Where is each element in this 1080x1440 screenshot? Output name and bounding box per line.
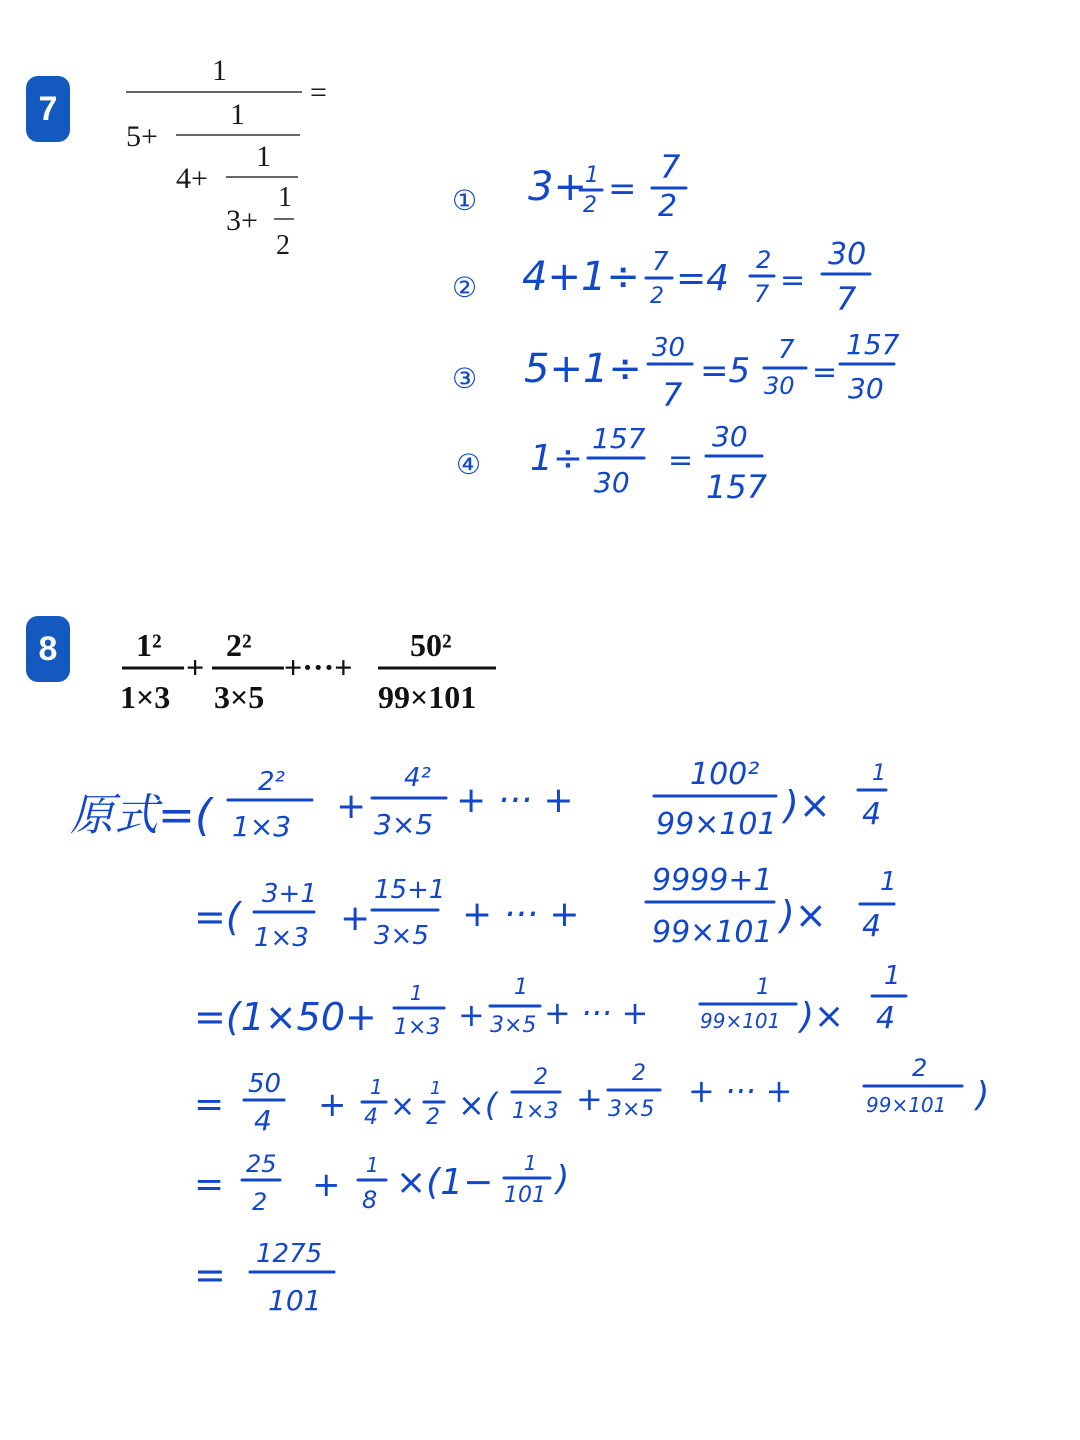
l1-tail: )× bbox=[784, 783, 831, 827]
ellipsis-plus: +···+ bbox=[284, 649, 353, 685]
l4-c-den: 2 bbox=[426, 1105, 440, 1130]
l3-b-den: 3×5 bbox=[490, 1013, 537, 1038]
step-3-result-num: 157 bbox=[846, 328, 900, 361]
term-2-numerator: 2² bbox=[226, 627, 252, 663]
l5-lead: = bbox=[194, 1164, 225, 1205]
l4-f-num: 2 bbox=[912, 1054, 928, 1082]
step-2-frac-den: 2 bbox=[650, 284, 664, 309]
l3-plus: + bbox=[458, 996, 485, 1034]
step-3-frac-num: 30 bbox=[652, 333, 686, 363]
step-4-equals: = bbox=[668, 443, 694, 478]
step-marker-1: ① bbox=[452, 184, 478, 217]
step-1-frac-den: 2 bbox=[583, 193, 597, 218]
problem-7-step-3 bbox=[452, 328, 900, 414]
l2-a-den: 1×3 bbox=[254, 923, 309, 953]
term-3-numerator: 50² bbox=[410, 627, 452, 663]
cf-numerator-4: 1 bbox=[278, 182, 292, 213]
l3-k-num: 1 bbox=[884, 961, 901, 991]
step-2-result-den: 7 bbox=[836, 280, 857, 318]
l2-k-num: 1 bbox=[880, 867, 897, 897]
problem-8-number: 8 bbox=[38, 629, 58, 668]
l2-c-num: 9999+1 bbox=[652, 863, 773, 898]
step-2-mixed-den: 7 bbox=[754, 280, 770, 308]
l6-a-num: 1275 bbox=[256, 1239, 323, 1269]
cf-numerator-3: 1 bbox=[256, 140, 271, 173]
problem-7-step-4 bbox=[456, 420, 768, 506]
step-marker-2: ② bbox=[452, 271, 478, 304]
step-4-frac-den: 30 bbox=[594, 466, 630, 499]
l4-a-num: 50 bbox=[248, 1069, 282, 1099]
l1-ellipsis: + ··· + bbox=[456, 780, 574, 821]
step-marker-4: ④ bbox=[456, 448, 482, 481]
problem-7-number: 7 bbox=[38, 89, 58, 128]
problem-7-step-1 bbox=[452, 148, 686, 224]
term-1-numerator: 1² bbox=[136, 627, 162, 663]
solution-line-3 bbox=[194, 961, 906, 1040]
l1-k-den: 4 bbox=[862, 797, 882, 832]
l6-a-den: 101 bbox=[268, 1284, 322, 1317]
l4-plus-2: + bbox=[576, 1080, 603, 1118]
cf-equals: = bbox=[310, 76, 327, 109]
l3-a-den: 1×3 bbox=[394, 1015, 441, 1040]
l5-mid: ×(1− bbox=[396, 1162, 494, 1203]
step-3-mixed-den: 30 bbox=[764, 372, 795, 400]
step-3-result-den: 30 bbox=[848, 372, 884, 405]
step-2-mixed-whole: =4 bbox=[676, 258, 730, 299]
l4-b-num: 1 bbox=[370, 1075, 383, 1099]
solution-line-5 bbox=[194, 1150, 569, 1216]
l2-k-den: 4 bbox=[862, 909, 882, 944]
l6-lead: = bbox=[194, 1253, 226, 1297]
step-2-mixed-num: 2 bbox=[756, 246, 772, 274]
cf-four-plus: 4+ bbox=[176, 162, 208, 195]
l1-b-num: 4² bbox=[404, 763, 431, 793]
l5-c-num: 1 bbox=[524, 1151, 537, 1175]
step-2-equals: = bbox=[780, 263, 806, 298]
l1-b-den: 3×5 bbox=[374, 808, 434, 841]
l3-k-den: 4 bbox=[876, 1001, 896, 1036]
l1-c-den: 99×101 bbox=[656, 807, 777, 842]
cf-denominator-2: 2 bbox=[276, 230, 290, 261]
solution-line-4 bbox=[194, 1054, 989, 1137]
l4-a-den: 4 bbox=[254, 1104, 272, 1137]
term-1-denominator: 1×3 bbox=[120, 679, 171, 715]
step-1-equals: = bbox=[608, 169, 637, 209]
l4-lead: = bbox=[194, 1084, 225, 1125]
step-4-expression: 1÷ bbox=[530, 438, 584, 479]
l2-c-den: 99×101 bbox=[652, 915, 773, 950]
l1-plus: + bbox=[336, 786, 367, 827]
l3-lead: =(1×50+ bbox=[194, 995, 377, 1039]
term-2-denominator: 3×5 bbox=[214, 679, 265, 715]
l5-b-num: 1 bbox=[366, 1153, 379, 1177]
step-3-mixed-num: 7 bbox=[778, 335, 795, 365]
term-3-denominator: 99×101 bbox=[378, 679, 477, 715]
solution-line-2 bbox=[194, 863, 897, 953]
l2-ellipsis: + ··· + bbox=[462, 894, 580, 935]
step-3-frac-den: 7 bbox=[662, 376, 683, 414]
l4-f-den: 99×101 bbox=[866, 1093, 947, 1117]
plus-sign: + bbox=[186, 649, 205, 685]
step-marker-3: ③ bbox=[452, 362, 478, 395]
l4-plus: + bbox=[318, 1085, 347, 1125]
l4-ellipsis: + ··· + bbox=[688, 1072, 793, 1110]
step-3-mixed-whole: =5 bbox=[700, 351, 751, 391]
step-4-result-num: 30 bbox=[712, 420, 748, 453]
l3-c-den: 99×101 bbox=[700, 1009, 781, 1033]
cf-numerator-2: 1 bbox=[230, 98, 245, 131]
problem-8-expression bbox=[120, 627, 496, 715]
l2-a-num: 3+1 bbox=[262, 879, 317, 909]
l4-d-num: 2 bbox=[534, 1065, 548, 1090]
step-1-expression: 3+ bbox=[528, 164, 587, 210]
l5-a-den: 2 bbox=[252, 1188, 268, 1216]
l4-d-den: 1×3 bbox=[512, 1099, 559, 1124]
problem-7-continued-fraction bbox=[126, 54, 327, 261]
l4-c-num: 1 bbox=[430, 1078, 442, 1099]
cf-three-plus: 3+ bbox=[226, 204, 258, 237]
l4-b-den: 4 bbox=[364, 1105, 378, 1130]
l3-c-num: 1 bbox=[756, 975, 770, 1000]
l2-lead: =( bbox=[194, 895, 241, 939]
l1-c-num: 100² bbox=[690, 757, 760, 792]
l4-e-den: 3×5 bbox=[608, 1097, 655, 1122]
step-1-result-den: 2 bbox=[658, 189, 678, 224]
l2-plus: + bbox=[340, 898, 371, 939]
l5-plus: + bbox=[312, 1165, 341, 1205]
step-4-result-den: 157 bbox=[706, 468, 768, 506]
l5-b-den: 8 bbox=[362, 1186, 378, 1214]
cf-numerator-1: 1 bbox=[212, 54, 227, 87]
l3-tail: )× bbox=[800, 996, 845, 1037]
step-2-result-num: 30 bbox=[828, 237, 867, 272]
l3-b-num: 1 bbox=[514, 975, 528, 1000]
step-3-equals: = bbox=[812, 355, 838, 390]
solution-line-6 bbox=[194, 1239, 334, 1317]
l3-a-num: 1 bbox=[410, 981, 423, 1005]
l1-k-num: 1 bbox=[872, 761, 886, 786]
l5-tail: ) bbox=[556, 1159, 570, 1199]
l5-c-den: 101 bbox=[504, 1183, 546, 1208]
step-1-frac-num: 1 bbox=[585, 163, 599, 188]
l1-a-num: 2² bbox=[258, 767, 285, 797]
l2-tail: )× bbox=[780, 893, 827, 937]
cf-five-plus: 5+ bbox=[126, 120, 158, 153]
step-1-result-num: 7 bbox=[660, 148, 681, 186]
l2-b-den: 3×5 bbox=[374, 921, 429, 951]
l3-ellipsis: + ··· + bbox=[544, 994, 649, 1032]
l5-a-num: 25 bbox=[246, 1150, 277, 1178]
step-3-expression: 5+1÷ bbox=[524, 346, 642, 392]
step-2-expression: 4+1÷ bbox=[522, 254, 640, 300]
solution-label: 原式=( bbox=[70, 790, 213, 841]
l4-e-num: 2 bbox=[632, 1061, 646, 1086]
l2-b-num: 15+1 bbox=[374, 875, 446, 905]
step-2-frac-num: 7 bbox=[652, 247, 669, 277]
l4-times-1: × bbox=[390, 1089, 416, 1124]
l1-a-den: 1×3 bbox=[232, 810, 292, 843]
l4-times-open: ×( bbox=[458, 1086, 498, 1124]
l4-tail: ) bbox=[976, 1075, 990, 1115]
solution-line-1 bbox=[70, 757, 886, 843]
problem-7-step-2 bbox=[452, 237, 870, 318]
step-4-frac-num: 157 bbox=[592, 422, 646, 455]
